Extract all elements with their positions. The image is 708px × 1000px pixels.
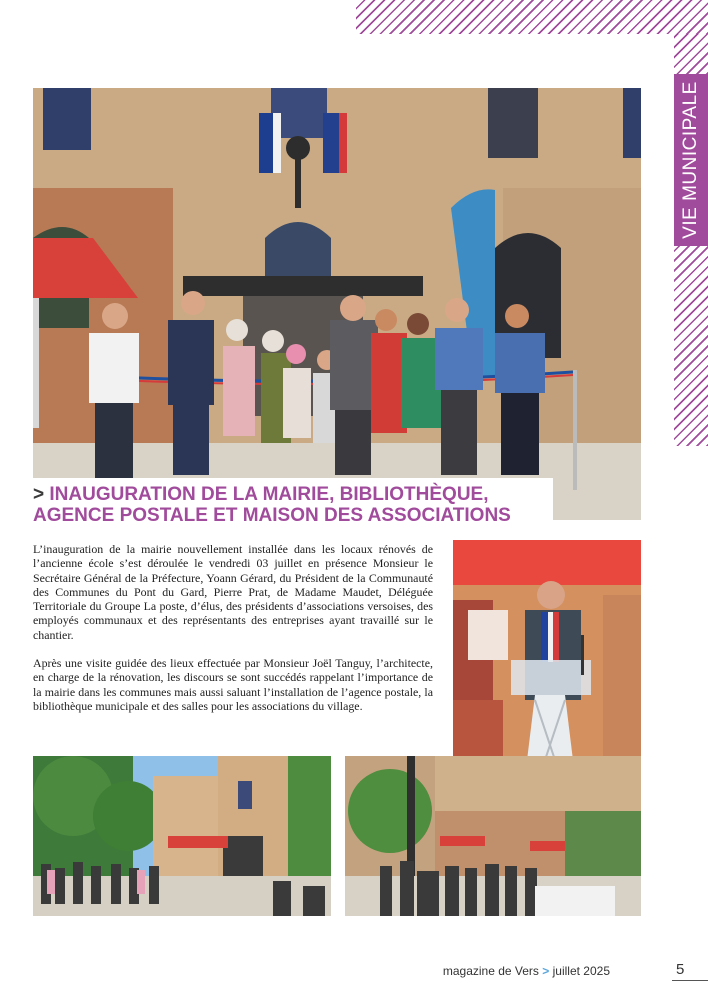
article-headline [33, 484, 553, 526]
headline-line-1: INAUGURATION DE LA MAIRIE, BIBLIOTHÈQUE, [49, 484, 489, 505]
footer-magazine: magazine de Vers [442, 964, 539, 978]
photo-courtyard [33, 756, 331, 916]
page-number-rule [672, 980, 708, 981]
article-paragraph-1: L’inauguration de la mairie nouvellement installée dans les locaux rénovés de l’ancienne école s’est déroulée le vendredi 03 juillet en présence Monsieur le Secrétaire Général de la Préfecture, Yoann Gérard, du Président de la Communauté des Communes du Pont du Gard, Pierre Prat, de Madame Maudet, Déléguée Territoriale du Groupe La poste, d’élus, des présidents d’associations versoises, des employés communaux et des représentants des entreprises ayant travaillé sur le chantier. [33, 542, 433, 642]
section-tab-label: VIE MUNICIPALE [680, 81, 702, 239]
footer-issue: juillet 2025 [552, 964, 610, 978]
section-tab [674, 74, 708, 246]
page-footer [0, 964, 610, 978]
article-body [33, 542, 433, 727]
decorative-hatch-side-top [674, 34, 708, 74]
headline-marker: > [33, 484, 45, 505]
decorative-hatch-side-bottom [674, 246, 708, 446]
page-number: 5 [676, 961, 685, 978]
photo-ribbon-cutting [33, 88, 641, 520]
headline-line-2: AGENCE POSTALE ET MAISON DES ASSOCIATIONS [33, 505, 511, 526]
article-paragraph-2: Après une visite guidée des lieux effectuée par Monsieur Joël Tanguy, l’architecte, en charge de la rénovation, les discours se sont succédés rappelant l’importance de la mairie dans les communes mais aussi saluant l’installation de l’agence postale, la bibliothèque municipale et des salles pour les associations du village. [33, 656, 433, 713]
footer-separator: > [542, 964, 550, 978]
photo-crowd [345, 756, 641, 916]
decorative-hatch-top [356, 0, 708, 34]
